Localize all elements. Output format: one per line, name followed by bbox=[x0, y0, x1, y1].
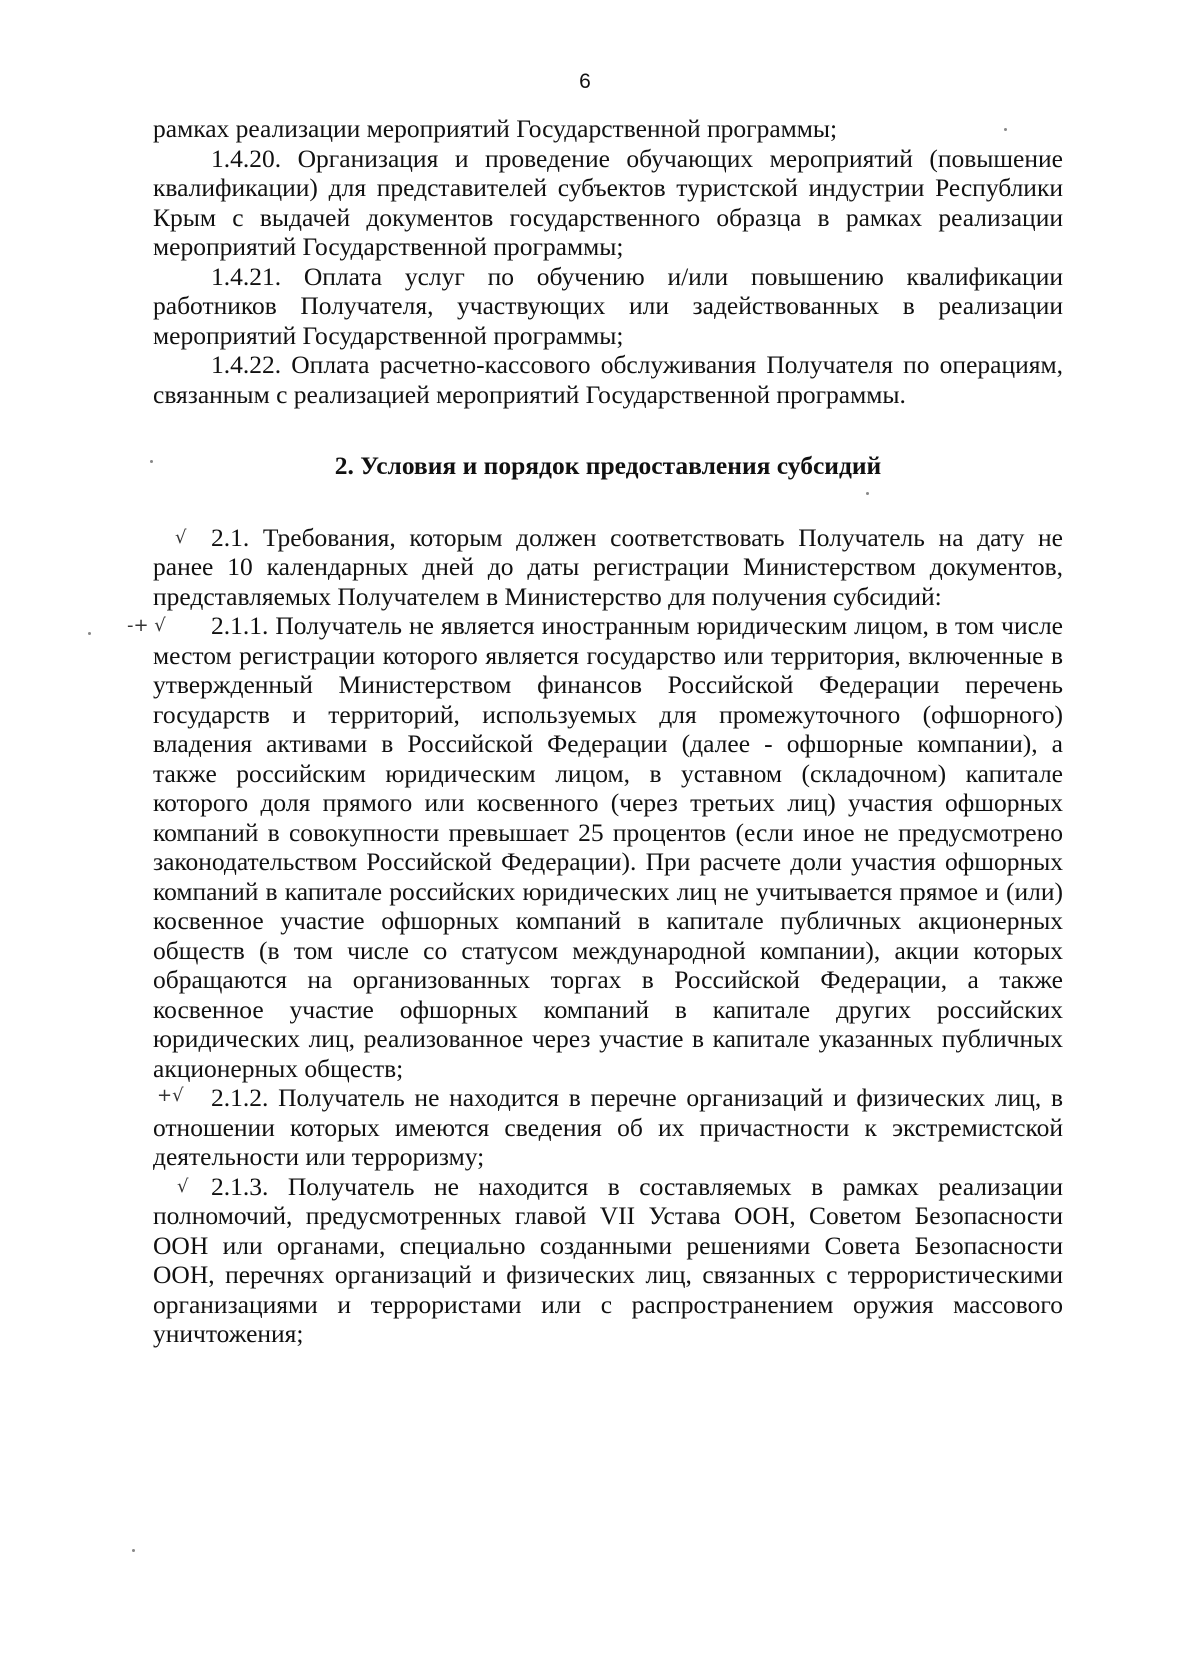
section-heading: 2. Условия и порядок предоставления субсидий bbox=[334, 451, 882, 480]
paragraph-2-1-3-wrapper bbox=[153, 1172, 1063, 1349]
scan-speck bbox=[150, 460, 153, 463]
paragraph-1-4-21: 1.4.21. Оплата услуг по обучению и/или повышению квалификации работников Получателя, участвующих или задействованных в реализации мероприятий Государственной программы; bbox=[153, 261, 1063, 350]
handwritten-check-mark-2: √ bbox=[177, 1175, 189, 1197]
document-body bbox=[127, 114, 1063, 1349]
scan-speck bbox=[866, 492, 869, 495]
scan-speck bbox=[1004, 128, 1007, 131]
paragraph-2-1-wrapper bbox=[153, 523, 1063, 612]
paragraph-2-1-2: 2.1.2. Получатель не находится в перечне организаций и физических лиц, в отношении которых имеются сведения об их причастности к экстремистской деятельности или терроризму; bbox=[153, 1083, 1063, 1171]
paragraph-continuation: рамках реализации мероприятий Государственной программы; bbox=[153, 114, 838, 143]
paragraph-2-1: 2.1. Требования, которым должен соответствовать Получатель на дату не ранее 10 календарных дней до даты регистрации Министерством документов, представляемых Получателем в Министерство для получения субсидий: bbox=[153, 522, 1063, 611]
handwritten-cross-check-mark: -+ √ bbox=[127, 615, 166, 636]
handwritten-check-mark: √ bbox=[175, 526, 187, 548]
paragraph-2-1-1-wrapper bbox=[127, 611, 1063, 1083]
page-number: 6 bbox=[579, 70, 591, 93]
paragraph-2-1-2-wrapper bbox=[153, 1083, 1063, 1172]
handwritten-plus-check-mark: +√ bbox=[157, 1085, 184, 1106]
paragraph-2-1-1: 2.1.1. Получатель не является иностранным юридическим лицом, в том числе местом регистрации которого является государство или территория, включенные в утвержденный Министерством финансов Российской Федерации перечень государств и территорий, используемых для промежуточного (офшорного) владения активами в Российской Федерации (далее - офшорные компании), а также российским юридическим лицом, в уставном (складочном) капитале которого доля прямого или косвенного (через третьих лиц) участия офшорных компаний в совокупности превышает 25 процентов (если иное не предусмотрено законодательством Российской Федерации). При расчете доли участия офшорных компаний в капитале российских юридических лиц не учитывается прямое и (или) косвенное участие офшорных компаний в капитале публичных акционерных обществ (в том числе со статусом международной компании), акции которых обращаются на организованных торгах в Российской Федерации, а также косвенное участие офшорных компаний в капитале других российских юридических лиц, реализованное через участие в капитале указанных публичных акционерных обществ; bbox=[153, 611, 1063, 1083]
paragraph-2-1-3: 2.1.3. Получатель не находится в составляемых в рамках реализации полномочий, предусмотренных главой VII Устава ООН, Советом Безопасности ООН или органами, специально созданными решениями Совета Безопасности ООН, перечнях организаций и физических лиц, связанных с террористическими организациями и террористами или с распространением оружия массового уничтожения; bbox=[153, 1171, 1063, 1348]
paragraph-1-4-20: 1.4.20. Организация и проведение обучающих мероприятий (повышение квалификации) для представителей субъектов туристской индустрии Республики Крым с выдачей документов государственного образца в рамках реализации мероприятий Государственной программы; bbox=[153, 143, 1063, 261]
paragraph-1-4-22: 1.4.22. Оплата расчетно-кассового обслуживания Получателя по операциям, связанным с реализацией мероприятий Государственной программы. bbox=[153, 350, 1063, 409]
scan-speck bbox=[88, 632, 91, 635]
scan-speck bbox=[132, 1549, 135, 1552]
